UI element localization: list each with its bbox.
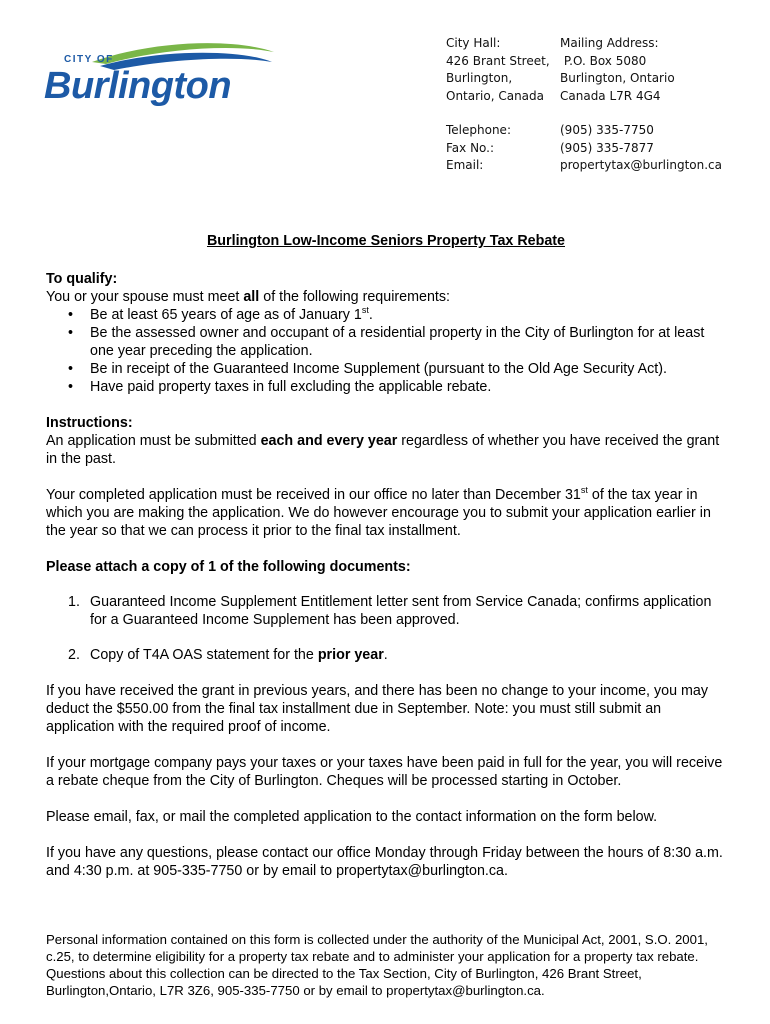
mailing-line: P.O. Box 5080 xyxy=(560,53,647,68)
mailing-address xyxy=(560,35,675,105)
mailing-line: Canada L7R 4G4 xyxy=(560,88,661,103)
city-hall-address xyxy=(446,35,550,105)
city-hall-line: Burlington, xyxy=(446,71,513,85)
page-title: Burlington Low-Income Seniors Property Tax Rebate xyxy=(206,233,565,249)
logo-wordmark: Burlington xyxy=(44,65,232,107)
mailing-line: Mailing Address: xyxy=(560,36,659,50)
mailing-line: Burlington, Ontario xyxy=(560,71,675,85)
city-hall-line: 426 Brant Street, xyxy=(446,53,550,68)
bullet-icon: • xyxy=(68,307,74,323)
fax-value: (905) 335-7877 xyxy=(560,140,654,155)
documents-list xyxy=(46,593,726,664)
list-item: 2. Copy of T4A OAS statement for the prior year. xyxy=(68,647,388,663)
document-body xyxy=(46,232,726,880)
deadline-paragraph: Your completed application must be received in our office no later than December 31st of the tax year in which you are making the application. We do however encourage you to submit your application earlier in the year so that we can process it prior to the final tax installment. xyxy=(46,485,711,539)
qualify-intro: You or your spouse must meet all of the following requirements: xyxy=(46,289,450,305)
requirements-list xyxy=(46,306,726,396)
email-value[interactable]: propertytax@burlington.ca xyxy=(560,158,722,172)
list-item: • Have paid property taxes in full excluding the applicable rebate. xyxy=(68,379,492,395)
city-hall-line: Ontario, Canada xyxy=(446,88,545,103)
questions-paragraph: If you have any questions, please contact our office Monday through Friday between the hours of 8:30 a.m. and 4:30 p.m. at 905-335-7750 or by email to propertytax@burlington.ca. xyxy=(46,845,723,879)
list-item: 1. Guaranteed Income Supplement Entitlement letter sent from Service Canada; confirms application for a Guaranteed Income Supplement has been approved. xyxy=(68,594,712,628)
list-item: • Be the assessed owner and occupant of a residential property in the City of Burlington for at least one year preceding the application. xyxy=(68,325,705,359)
bullet-icon: • xyxy=(68,361,74,377)
city-logo xyxy=(44,40,276,112)
contact-labels xyxy=(446,122,511,175)
instructions-paragraph: An application must be submitted each and every year regardless of whether you have received the grant in the past. xyxy=(46,433,720,467)
email-label: Email: xyxy=(446,158,484,172)
fax-label: Fax No.: xyxy=(446,140,495,155)
bullet-icon: • xyxy=(68,325,74,341)
privacy-footer: Personal information contained on this form is collected under the authority of the Municipal Act, 2001, S.O. 2001, c.25, to determine eligibility for a property tax rebate and to administer your application for a property tax rebate. Questions about this collection can be directed to the Tax Section, City of Burlington, 426 Brant Street, Burlington,Ontario, L7R 3Z6, 905-335-7750 or by email to propertytax@burlington.ca. xyxy=(46,932,708,998)
instructions-heading: Instructions: xyxy=(46,415,133,431)
telephone-label: Telephone: xyxy=(446,123,511,137)
city-hall-line: City Hall: xyxy=(446,36,501,50)
qualify-heading: To qualify: xyxy=(46,271,118,287)
list-item: • Be in receipt of the Guaranteed Income Supplement (pursuant to the Old Age Security Act). xyxy=(68,361,667,377)
submit-paragraph: Please email, fax, or mail the completed application to the contact information on the form below. xyxy=(46,809,658,825)
bullet-icon: • xyxy=(68,379,74,395)
deduction-paragraph: If you have received the grant in previous years, and there has been no change to your income, you may deduct the $550.00 from the final tax installment due in September. Note: you must still submit an application with the required proof of income. xyxy=(46,683,709,735)
list-item: • Be at least 65 years of age as of January 1st. xyxy=(68,305,373,323)
contact-values xyxy=(560,122,722,175)
logo-city-of: CITY OF xyxy=(64,54,114,65)
mortgage-paragraph: If your mortgage company pays your taxes or your taxes have been paid in full for the year, you will receive a rebate cheque from the City of Burlington. Cheques will be processed starting in October. xyxy=(46,755,723,789)
attach-heading: Please attach a copy of 1 of the following documents: xyxy=(46,559,411,575)
telephone-value: (905) 335-7750 xyxy=(560,123,654,137)
